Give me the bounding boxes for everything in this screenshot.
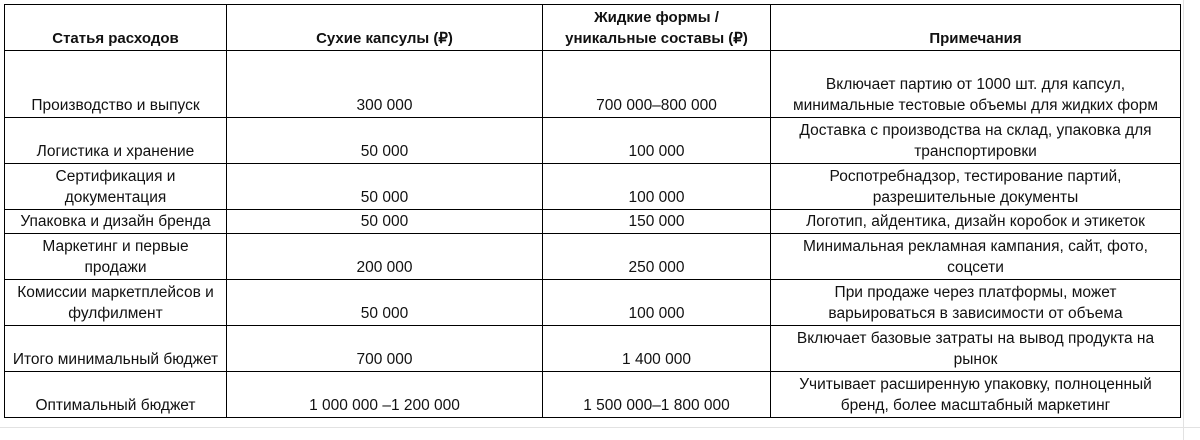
cell-liquid[interactable]: 1 400 000 [543,326,771,372]
cell-dry[interactable]: 1 000 000 –1 200 000 [227,372,543,418]
table-row [5,164,1181,210]
cell-item[interactable]: Сертификация и документация [5,164,227,210]
cell-item[interactable]: Производство и выпуск [5,51,227,118]
table-row [5,210,1181,234]
cell-liquid[interactable]: 100 000 [543,118,771,164]
cell-liquid[interactable]: 150 000 [543,210,771,234]
cell-liquid[interactable]: 1 500 000–1 800 000 [543,372,771,418]
cell-item[interactable]: Комиссии маркетплейсов и фулфилмент [5,280,227,326]
cell-dry[interactable]: 50 000 [227,210,543,234]
cell-item[interactable]: Итого минимальный бюджет [5,326,227,372]
grid-line [0,427,1200,428]
table-row [5,326,1181,372]
cell-note[interactable]: Включает партию от 1000 шт. для капсул, минимальные тестовые объемы для жидких форм [771,51,1181,118]
cell-note[interactable]: Логотип, айдентика, дизайн коробок и этикеток [771,210,1181,234]
cell-note[interactable]: Включает базовые затраты на вывод продукта на рынок [771,326,1181,372]
cell-note[interactable]: Доставка с производства на склад, упаковка для транспортировки [771,118,1181,164]
cell-note[interactable]: При продаже через платформы, может варьироваться в зависимости от объема [771,280,1181,326]
cell-note[interactable]: Учитывает расширенную упаковку, полноценный бренд, более масштабный маркетинг [771,372,1181,418]
cell-liquid[interactable]: 250 000 [543,234,771,280]
cell-item[interactable]: Маркетинг и первые продажи [5,234,227,280]
grid-line [1183,0,1184,440]
cell-liquid[interactable]: 100 000 [543,280,771,326]
cell-dry[interactable]: 700 000 [227,326,543,372]
header-cell-notes[interactable]: Примечания [771,5,1181,51]
cell-item[interactable]: Оптимальный бюджет [5,372,227,418]
table-row [5,280,1181,326]
cell-item[interactable]: Логистика и хранение [5,118,227,164]
cell-note[interactable]: Роспотребнадзор, тестирование партий, разрешительные документы [771,164,1181,210]
cost-table [4,4,1181,418]
header-row [5,5,1181,51]
cell-item[interactable]: Упаковка и дизайн бренда [5,210,227,234]
cell-dry[interactable]: 50 000 [227,164,543,210]
table-row [5,118,1181,164]
header-cell-liquid-forms[interactable]: Жидкие формы / уникальные составы (₽) [543,5,771,51]
cell-dry[interactable]: 300 000 [227,51,543,118]
table-row [5,234,1181,280]
header-cell-item[interactable]: Статья расходов [5,5,227,51]
cell-note[interactable]: Минимальная рекламная кампания, сайт, фото, соцсети [771,234,1181,280]
cell-dry[interactable]: 50 000 [227,118,543,164]
cell-dry[interactable]: 200 000 [227,234,543,280]
table-row [5,372,1181,418]
table-row [5,51,1181,118]
cell-liquid[interactable]: 700 000–800 000 [543,51,771,118]
header-cell-dry-capsules[interactable]: Сухие капсулы (₽) [227,5,543,51]
cell-dry[interactable]: 50 000 [227,280,543,326]
cell-liquid[interactable]: 100 000 [543,164,771,210]
